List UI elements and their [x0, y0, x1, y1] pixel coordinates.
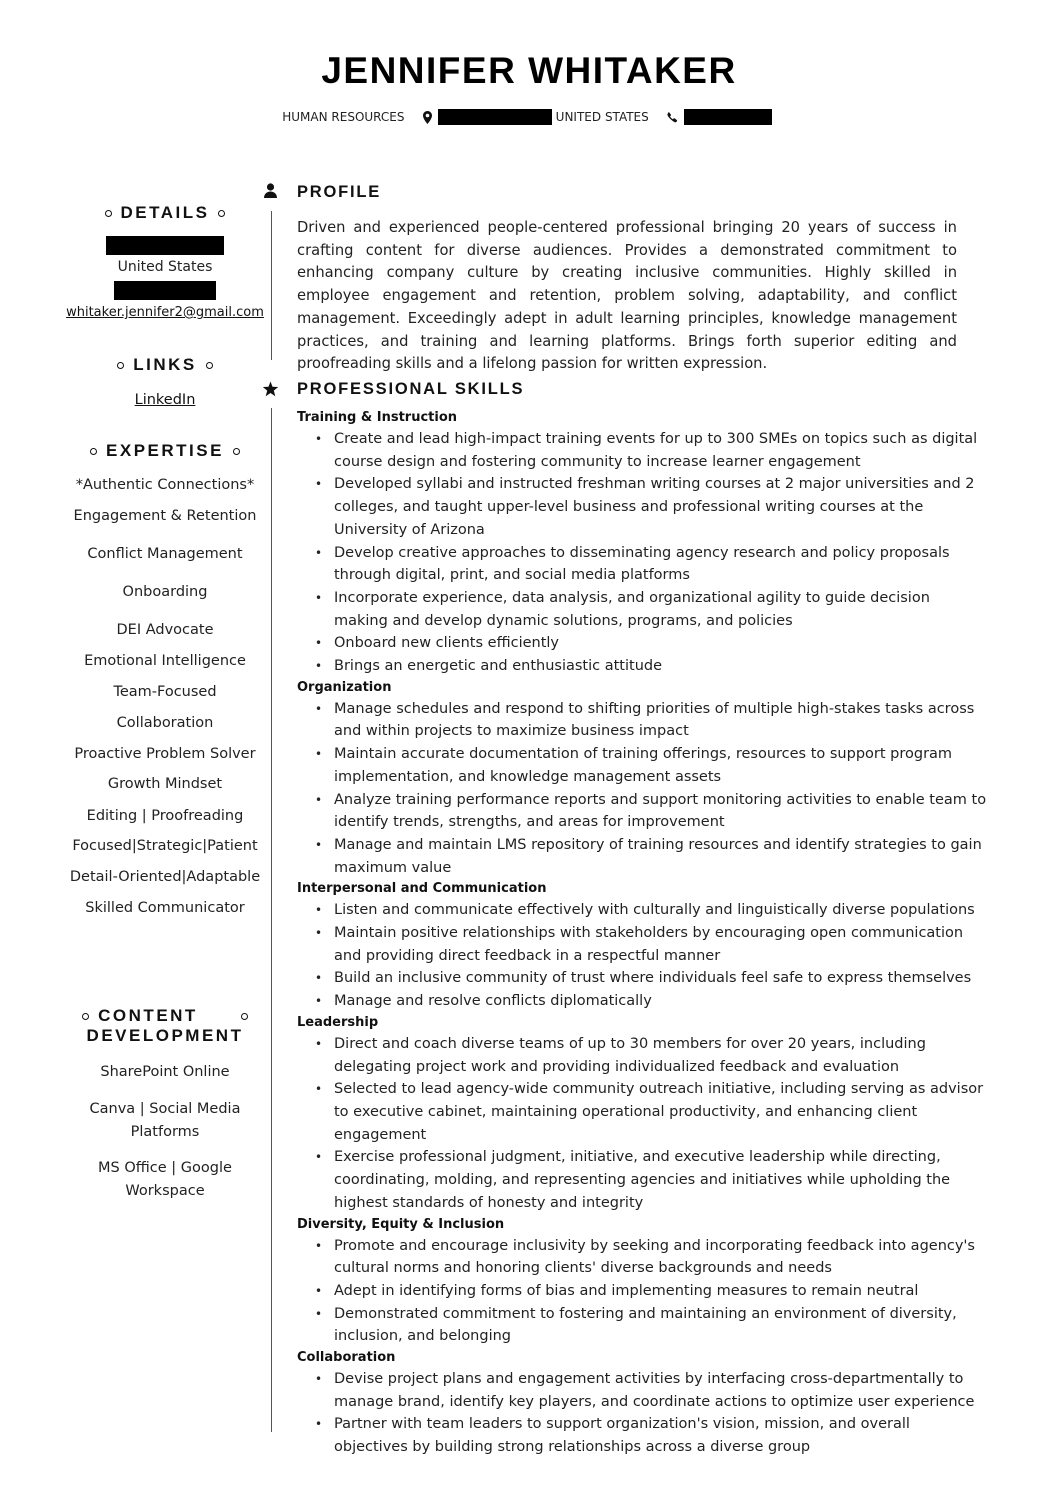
skill-item: • Listen and communicate effectively with culturally and linguistically diverse populations [315, 902, 975, 919]
skill-group [297, 1013, 987, 1215]
ring-icon [117, 362, 124, 369]
expertise-item: Team-Focused [113, 684, 217, 700]
contact-line [0, 109, 1058, 125]
skill-item: • Develop creative approaches to disseminating agency research and policy proposals through digital, print, and social media platforms [315, 544, 950, 584]
expertise-item: Conflict Management [87, 546, 243, 562]
redacted-phone: 201.320.8271 [116, 282, 214, 298]
country: UNITED STATES [555, 110, 649, 124]
expertise-item: Onboarding [122, 584, 208, 600]
tool-item: MS Office | Google Workspace [98, 1160, 232, 1199]
ring-icon [241, 1013, 248, 1020]
tool-item: SharePoint Online [100, 1064, 230, 1080]
skill-group-title: Diversity, Equity & Inclusion [297, 1216, 505, 1232]
redacted-phone: 201.320.8271 [685, 110, 770, 124]
email-link[interactable]: whitaker.jennifer2@gmail.com [66, 305, 264, 320]
skill-group-title: Training & Instruction [297, 410, 458, 425]
expertise-item: Engagement & Retention [73, 508, 257, 524]
skill-group [297, 678, 987, 880]
person-icon [262, 183, 279, 202]
ring-icon [82, 1013, 89, 1020]
profile-heading: PROFILE [297, 183, 382, 201]
map-pin-icon [423, 111, 432, 124]
redacted-city: BROOKHAVEN, MS [439, 110, 550, 124]
skill-group [297, 408, 987, 678]
skill-group [297, 1215, 987, 1349]
skill-item: • Promote and encourage inclusivity by seeking and incorporating feedback into agency's cultural norms and honoring clients' diverse backgrounds and needs [315, 1237, 975, 1277]
content-development-heading-line2: DEVELOPMENT [86, 1026, 244, 1045]
skill-item: • Incorporate experience, data analysis, and organizational agility to guide decision making and develop dynamic solutions, programs, and policies [315, 589, 930, 629]
resume-name: JENNIFER WHITAKER [321, 50, 737, 91]
skill-group-title: Collaboration [297, 1350, 396, 1366]
ring-icon [233, 448, 240, 455]
expertise-heading: EXPERTISE [64, 441, 266, 461]
ring-icon [105, 210, 112, 217]
ring-icon [218, 210, 225, 217]
ring-icon [90, 448, 97, 455]
skill-group-title: Organization [297, 679, 392, 695]
expertise-item: Proactive Problem Solver [74, 746, 256, 762]
phone-icon [667, 112, 678, 123]
skills-heading: PROFESSIONAL SKILLS [297, 380, 525, 398]
skill-item: • Devise project plans and engagement activities by interfacing cross-departmentally to manage brand, identify key players, and coordinate actions to optimize user experience [315, 1371, 975, 1410]
ring-icon [206, 362, 213, 369]
expertise-heading-wrap [64, 441, 266, 461]
links-heading: LINKS [64, 355, 266, 375]
country: United States [117, 259, 213, 275]
expertise-item: Emotional Intelligence [84, 653, 246, 669]
expertise-item: Editing | Proofreading [86, 808, 244, 824]
expertise-item: Collaboration [116, 715, 214, 731]
skill-item: • Selected to lead agency-wide community outreach initiative, including serving as advisor to executive cabinet, maintaining operational productivity, and enhancing client engagement [315, 1081, 984, 1143]
skill-item: • Demonstrated commitment to fostering and maintaining an environment of diversity, inclusion, and belonging [315, 1305, 957, 1345]
skill-item: • Direct and coach diverse teams of up to 30 members for over 20 years, including delegating project work and providing individualized feedback and evaluation [315, 1035, 926, 1075]
linkedin-link[interactable]: LinkedIn [134, 392, 196, 408]
skill-group-title: Interpersonal and Communication [297, 881, 547, 897]
details-section [64, 203, 266, 320]
skill-group-title: Leadership [297, 1014, 379, 1030]
skill-item: • Manage and resolve conflicts diplomatically [315, 993, 652, 1010]
skill-item: • Partner with team leaders to support organization's vision, mission, and overall objectives by building strong relationships across a diverse group [315, 1416, 910, 1456]
details-heading: DETAILS [64, 203, 266, 223]
skill-item: • Maintain positive relationships with stakeholders by encouraging open communication and providing direct feedback in a respectful manner [315, 925, 964, 964]
divider-line [271, 211, 272, 360]
tool-item: Canva | Social Media Platforms [89, 1101, 241, 1140]
skill-item: • Maintain accurate documentation of training offerings, resources to support program implementation, and knowledge management assets [315, 746, 953, 785]
content-development-heading: CONTENT [64, 1006, 266, 1026]
skill-item: • Developed syllabi and instructed freshman writing courses at 2 major universities and 2 colleges, and taught upper-level business and professional writing courses at the University of Arizona [315, 476, 975, 538]
skill-item: • Manage schedules and respond to shifting priorities of multiple high-stakes tasks across and within projects to maximize business impact [315, 700, 975, 740]
expertise-item: Skilled Communicator [85, 900, 245, 916]
skill-group [297, 1348, 987, 1459]
skill-group [297, 879, 987, 1013]
star-icon [262, 381, 279, 401]
skill-item: • Build an inclusive community of trust where individuals feel safe to express themselves [315, 970, 972, 987]
skill-item: • Manage and maintain LMS repository of training resources and identify strategies to gain maximum value [315, 836, 982, 876]
redacted-city: Brookhaven, MS [108, 237, 222, 253]
job-title: HUMAN RESOURCES [282, 110, 405, 124]
skill-item: • Create and lead high-impact training events for up to 300 SMEs on topics such as digital course design and fostering community to increase learner engagement [315, 431, 978, 470]
expertise-item: DEI Advocate [116, 622, 214, 638]
skill-item: • Brings an energetic and enthusiastic attitude [315, 658, 663, 675]
expertise-item: Focused|Strategic|Patient [72, 838, 258, 854]
skills-list [297, 408, 987, 1459]
links-section [64, 355, 266, 408]
skill-item: • Onboard new clients efficiently [315, 635, 559, 652]
expertise-item: Growth Mindset [107, 776, 223, 792]
skill-item: • Adept in identifying forms of bias and implementing measures to remain neutral [315, 1282, 919, 1299]
skill-item: • Exercise professional judgment, initiative, and executive leadership while directing, coordinating, molding, and representing agencies and initiatives while upholding the highest standards of honesty and integrity [315, 1149, 951, 1211]
expertise-item: *Authentic Connections* [75, 477, 255, 493]
profile-summary: Driven and experienced people-centered professional bringing 20 years of success in crafting content for diverse audiences. Provides a demonstrated commitment to enhancing company culture by creating inclusive communities. Highly skilled in employee engagement and retention, problem solving, adaptability, and conflict management. Exceedingly adept in adult learning principles, knowledge management practices, and training and learning platforms. Brings forth superior editing and proofreading skills and a lifelong passion for written expression. [297, 219, 957, 373]
divider-line [271, 408, 272, 1432]
skill-item: • Analyze training performance reports and support monitoring activities to enable team to identify trends, strengths, and areas for improvement [315, 791, 987, 831]
content-development-section [64, 1006, 266, 1203]
expertise-item: Detail-Oriented|Adaptable [69, 869, 261, 885]
